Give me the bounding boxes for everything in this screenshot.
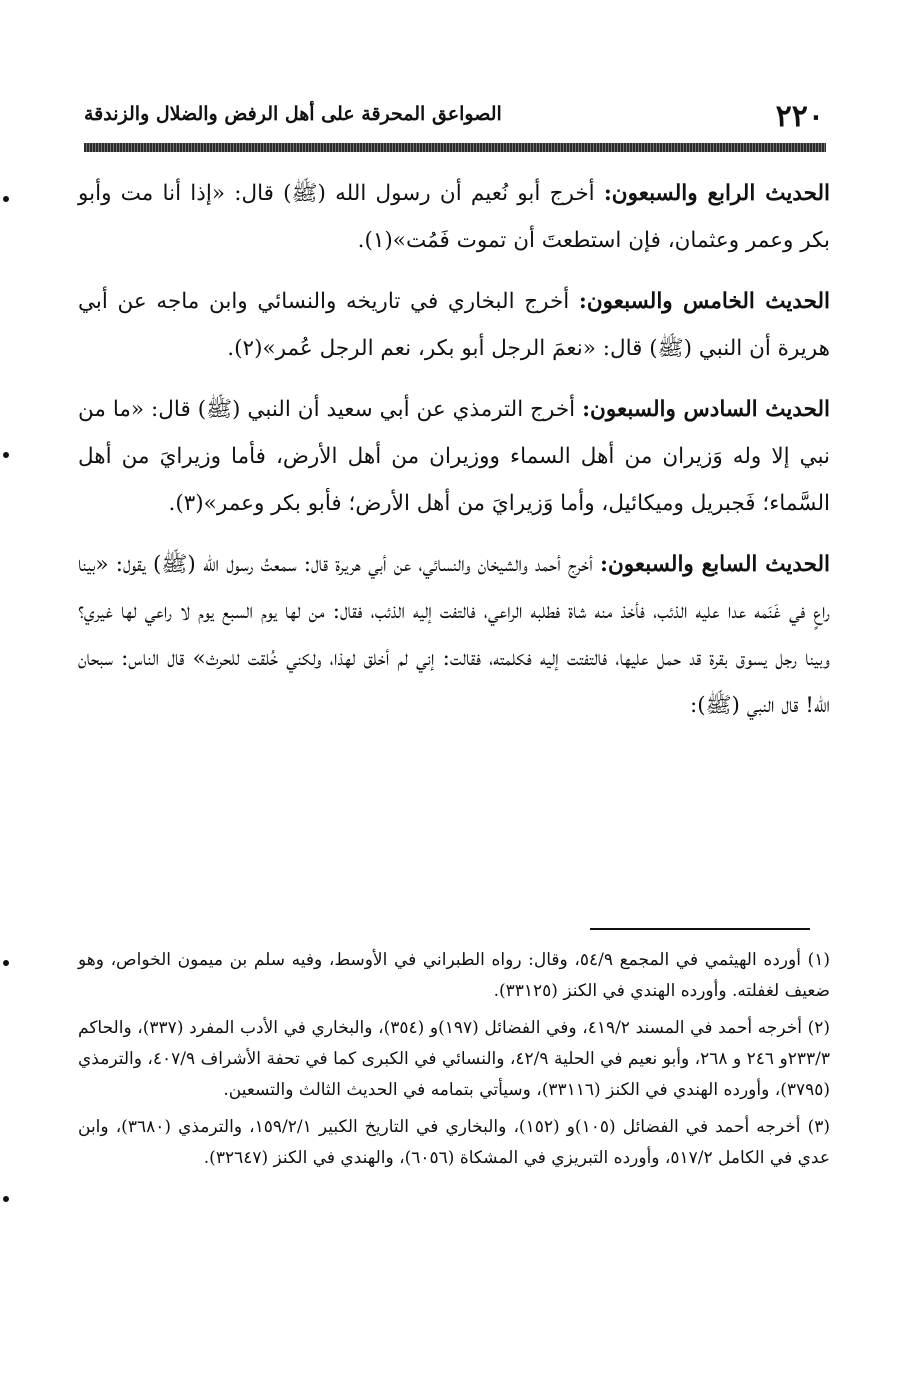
- scan-mark: [3, 960, 9, 966]
- main-text: [78, 170, 830, 743]
- running-title: الصواعق المحرقة على أهل الرفض والضلال والزندقة: [84, 103, 502, 125]
- hadith-text: أخرج أبو نُعيم أن رسول الله (ﷺ) قال: «إذا أنا مت وأبو بكر وعمر وعثمان، فإن استطعتَ أن تموت فَمُت»(١).: [78, 181, 830, 253]
- hadith-title: الحديث الخامس والسبعون:: [578, 289, 830, 314]
- hadith-title: الحديث السابع والسبعون:: [600, 552, 830, 577]
- page-number: ٢٢٠: [775, 99, 824, 134]
- hadith-title: الحديث الرابع والسبعون:: [603, 181, 830, 206]
- footnote-3: [78, 1112, 830, 1174]
- hadith-75: [78, 278, 830, 372]
- header-rule: [84, 143, 826, 152]
- hadith-text: أخرج البخاري في تاريخه والنسائي وابن ماجه عن أبي هريرة أن النبي (ﷺ) قال: «نعمَ الرجل أبو بكر، نعم الرجل عُمر»(٢).: [78, 289, 830, 361]
- page-header: [84, 95, 824, 137]
- footnote-text: أخرجه أحمد في الفضائل (١٠٥)و (١٥٢)، والبخاري في التاريخ الكبير ١٥٩/٢/١، والترمذي (٣٦٨٠)، وابن عدي في الكامل ٥١٧/٢، وأورده التبريزي في المشكاة (٦٠٥٦)، والهندي في الكنز (٣٢٦٤٧).: [78, 1117, 830, 1168]
- footnote-text: أخرجه أحمد في المسند ٤١٩/٢، وفي الفضائل (١٩٧)و (٣٥٤)، والبخاري في الأدب المفرد (٣٣٧)، والحاكم ٢٣٣/٣و ٢٤٦ و ٢٦٨، وأبو نعيم في الحلية ٤٢/٩، والنسائي في الكبرى كما في تحفة الأشراف ٤٠٧/٩، والترمذي (٣٧٩٥)، وأورده الهندي في الكنز (٣٣١١٦)، وسيأتي بتمامه في الحديث الثالث والتسعين.: [78, 1018, 830, 1100]
- hadith-76: [78, 386, 830, 527]
- hadith-77: [78, 541, 830, 729]
- footnote-number: (١): [807, 950, 830, 970]
- footnote-2: [78, 1013, 830, 1106]
- scan-mark: [3, 452, 9, 458]
- footnotes: [78, 945, 830, 1180]
- footnote-1: [78, 945, 830, 1007]
- footnote-text: أورده الهيثمي في المجمع ٥٤/٩، وقال: رواه الطبراني في الأوسط، وفيه سلم بن ميمون الخواص، وهو ضعيف لغفلته. وأورده الهندي في الكنز (٣٣١٢٥).: [78, 950, 830, 1001]
- footnote-separator: [590, 928, 810, 930]
- hadith-text: أخرج الترمذي عن أبي سعيد أن النبي (ﷺ) قال: «ما من نبي إلا وله وَزيران من أهل السماء ووزيران من أهل الأرض، فأما وزيرايَ من أهل السَّماء؛ فَجبريل وميكائيل، وأما وَزيرايَ من أهل الأرض؛ فأبو بكر وعمر»(٣).: [78, 397, 830, 516]
- hadith-text: أخرج أحمد والشيخان والنسائي، عن أبي هريرة قال: سمعتُ رسول الله (ﷺ) يقول: «بينا راعٍ في غَنَمه عدا عليه الذئب، فأخذ منه شاة فطلبه الراعي، فالتفت إليه الذئب، فقال: من لها يوم السبع يوم لا راعي لها غيري؟ وبينا رجل يسوق بقرة قد حمل عليها، فالتفتت إليه فكلمته، فقالت: إني لم أخلق لهذا، ولكني خُلقت للحرث» قال الناس: سبحان الله! قال النبي (ﷺ):: [78, 552, 830, 718]
- scan-mark: [3, 1196, 9, 1202]
- hadith-title: الحديث السادس والسبعون:: [582, 397, 830, 422]
- footnote-number: (٣): [807, 1117, 831, 1137]
- hadith-74: [78, 170, 830, 264]
- footnote-number: (٢): [807, 1018, 830, 1038]
- scan-mark: [3, 196, 9, 202]
